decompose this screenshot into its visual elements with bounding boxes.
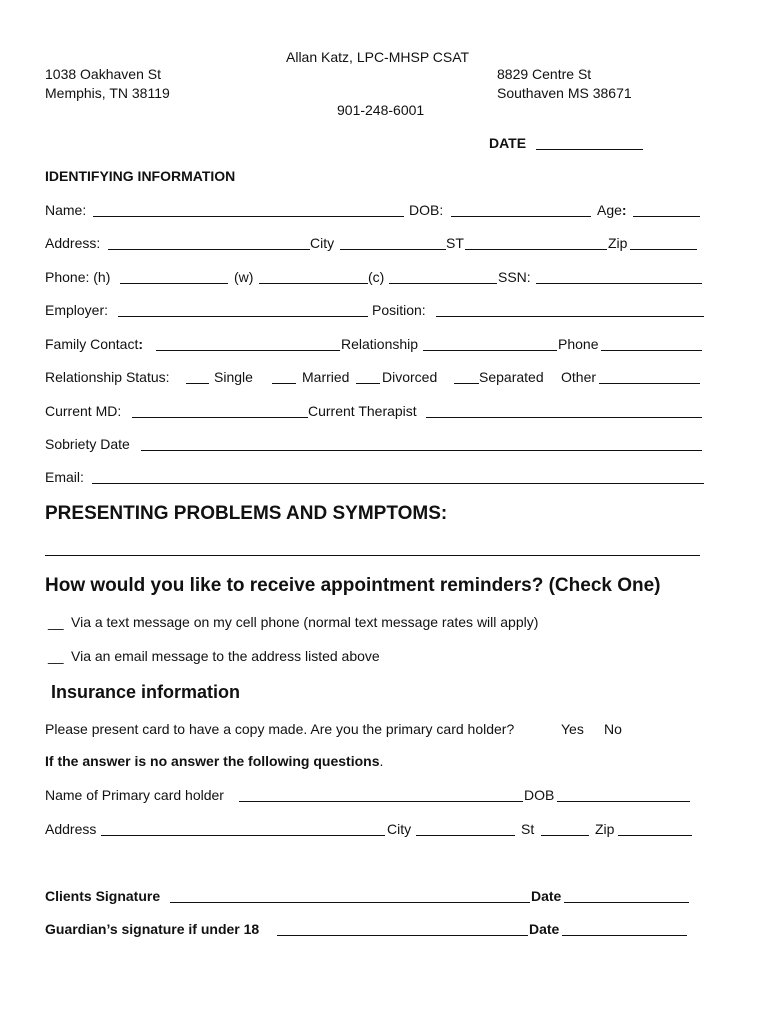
if-no-instruction [45, 753, 383, 769]
row-primary-holder-question [0, 720, 770, 738]
insurance-heading: Insurance information [51, 682, 241, 702]
family-contact-line[interactable] [156, 350, 340, 351]
zip-line[interactable] [630, 249, 697, 250]
ssn-label: SSN: [498, 269, 531, 285]
phone-work-line[interactable] [259, 283, 368, 284]
date-line[interactable] [536, 149, 643, 150]
email-option-label: Via an email message to the address listed above [71, 648, 380, 664]
client-date-line[interactable] [564, 902, 689, 903]
row-client-signature [0, 887, 770, 905]
row-relationship-status [0, 368, 770, 386]
holder-st-label: St [521, 821, 535, 837]
row-email [0, 468, 770, 486]
current-md-label: Current MD: [45, 403, 122, 419]
other-label: Other [561, 369, 597, 385]
guardian-date-line[interactable] [562, 935, 687, 936]
holder-dob-line[interactable] [557, 801, 690, 802]
married-label: Married [302, 369, 350, 385]
employer-line[interactable] [118, 316, 368, 317]
holder-city-label: City [387, 821, 412, 837]
holder-zip-line[interactable] [618, 835, 692, 836]
holder-address-line[interactable] [101, 835, 385, 836]
single-check-line[interactable] [186, 383, 209, 384]
current-therapist-line[interactable] [426, 417, 702, 418]
family-contact-text: Family Contact [45, 336, 139, 352]
if-no-instruction-period: . [379, 753, 384, 769]
divorced-label: Divorced [382, 369, 438, 385]
presenting-heading: PRESENTING PROBLEMS AND SYMPTOMS: [45, 503, 448, 524]
position-line[interactable] [436, 316, 704, 317]
current-therapist-label: Current Therapist [308, 403, 417, 419]
family-phone-line[interactable] [601, 350, 702, 351]
guardian-date-label: Date [529, 921, 560, 937]
reminder-option-text[interactable] [0, 613, 770, 631]
address-line[interactable] [108, 249, 310, 250]
text-option-blank[interactable]: __ [48, 614, 64, 630]
email-option-blank[interactable]: __ [48, 648, 64, 664]
guardian-signature-label: Guardian’s signature if under 18 [45, 921, 260, 937]
phone-home-label: Phone: (h) [45, 269, 111, 285]
office-right-street: 8829 Centre St [497, 66, 592, 82]
age-line[interactable] [633, 216, 700, 217]
row-sobriety-date [0, 435, 770, 453]
name-label: Name: [45, 202, 87, 218]
row-phones [0, 268, 770, 286]
row-name-dob-age [0, 201, 770, 219]
office-left-street: 1038 Oakhaven St [45, 66, 161, 82]
zip-label: Zip [608, 235, 628, 251]
primary-holder-label: Name of Primary card holder [45, 787, 224, 803]
client-signature-label: Clients Signature [45, 888, 161, 904]
family-contact-colon: : [138, 336, 144, 352]
age-label-colon: : [621, 202, 627, 218]
name-line[interactable] [93, 216, 404, 217]
st-label: ST [446, 235, 464, 251]
phone-cell-label: (c) [368, 269, 385, 285]
row-primary-holder [0, 786, 770, 804]
row-address [0, 234, 770, 252]
insurance-instruction: Please present card to have a copy made. Are you the primary card holder? [45, 721, 515, 737]
identifying-heading: IDENTIFYING INFORMATION [45, 168, 236, 184]
presenting-line[interactable] [45, 555, 700, 556]
city-label: City [310, 235, 335, 251]
relationship-status-label: Relationship Status: [45, 369, 170, 385]
row-guardian-signature [0, 920, 770, 938]
single-label: Single [214, 369, 253, 385]
sobriety-date-line[interactable] [141, 450, 702, 451]
phone-work-label: (w) [234, 269, 254, 285]
client-signature-line[interactable] [170, 902, 530, 903]
holder-zip-label: Zip [595, 821, 615, 837]
row-employer [0, 301, 770, 319]
email-line[interactable] [92, 483, 704, 484]
divorced-check-line[interactable] [356, 383, 380, 384]
relationship-line[interactable] [423, 350, 557, 351]
family-contact-label [45, 335, 143, 353]
ssn-line[interactable] [536, 283, 702, 284]
email-label: Email: [45, 469, 84, 485]
married-check-line[interactable] [272, 383, 296, 384]
holder-address-label: Address [45, 821, 97, 837]
holder-city-line[interactable] [416, 835, 515, 836]
provider-name: Allan Katz, LPC-MHSP CSAT [286, 49, 470, 65]
age-label-text: Age [597, 202, 622, 218]
primary-yes-option[interactable]: Yes [561, 721, 584, 737]
guardian-signature-line[interactable] [277, 935, 528, 936]
holder-dob-label: DOB [524, 787, 555, 803]
separated-label: Separated [479, 369, 544, 385]
date-field[interactable] [0, 134, 770, 152]
row-family-contact [0, 335, 770, 353]
reminder-option-email[interactable] [0, 647, 770, 665]
phone-home-line[interactable] [120, 283, 228, 284]
age-label [597, 201, 627, 219]
employer-label: Employer: [45, 302, 109, 318]
date-label: DATE [489, 135, 527, 151]
position-label: Position: [372, 302, 426, 318]
office-left-city: Memphis, TN 38119 [45, 85, 170, 101]
st-line[interactable] [465, 249, 607, 250]
text-option-label: Via a text message on my cell phone (normal text message rates will apply) [71, 614, 539, 630]
primary-no-option[interactable]: No [604, 721, 622, 737]
primary-holder-line[interactable] [239, 801, 523, 802]
dob-label: DOB: [409, 202, 444, 218]
family-phone-label: Phone [558, 336, 599, 352]
sobriety-date-label: Sobriety Date [45, 436, 130, 452]
holder-st-line[interactable] [541, 835, 589, 836]
current-md-line[interactable] [132, 417, 308, 418]
dob-line[interactable] [451, 216, 591, 217]
address-label: Address: [45, 235, 101, 251]
phone-cell-line[interactable] [389, 283, 497, 284]
other-line[interactable] [599, 383, 700, 384]
row-holder-address [0, 820, 770, 838]
reminders-heading: How would you like to receive appointment reminders? (Check One) [45, 575, 661, 596]
if-no-instruction-text: If the answer is no answer the following questions [45, 753, 380, 769]
office-phone: 901-248-6001 [337, 102, 425, 118]
row-current-md [0, 402, 770, 420]
office-right-city: Southaven MS 38671 [497, 85, 632, 101]
separated-check-line[interactable] [454, 383, 479, 384]
client-date-label: Date [531, 888, 562, 904]
relationship-label: Relationship [341, 336, 419, 352]
city-line[interactable] [340, 249, 446, 250]
